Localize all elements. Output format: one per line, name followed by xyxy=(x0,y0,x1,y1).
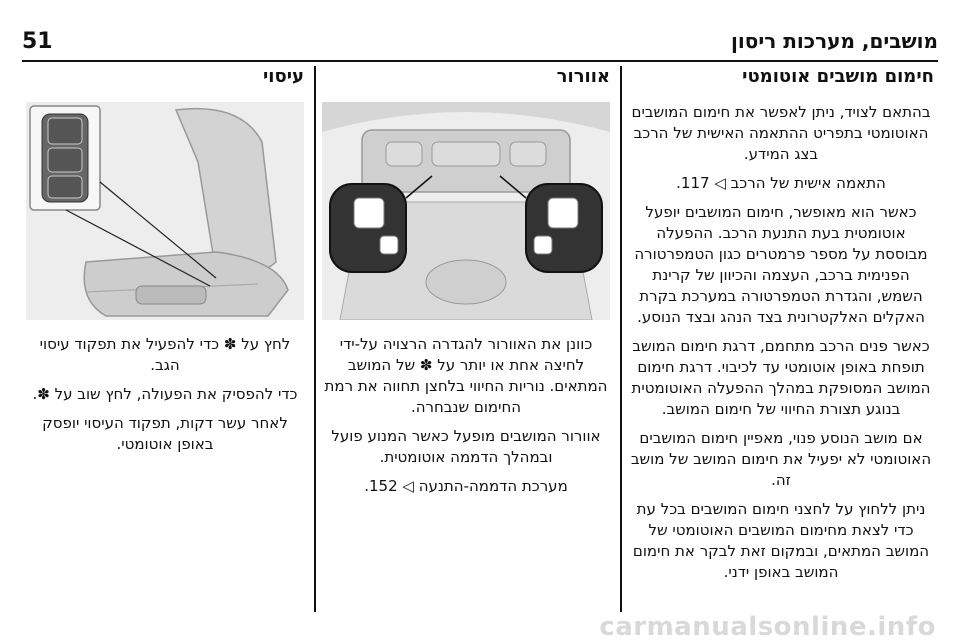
ventilation-paragraph: אוורור המושבים מופעל כאשר המנוע פועל ובמהלך הדממה אוטומטית. xyxy=(331,427,601,466)
climate-paragraph: כאשר הוא מאופשר, חימום המושבים יופעל אוטומטית בעת התנעת הרכב. ההפעלה מבוססת על מספר פרמטרים כגון הטמפרטורה הפנימית ברכב, העצמה והכיוון של קרינת השמש, והגדרת הטמפרטורה במערכת בקרת האקלים האלקטרונית בצד הנהג ובצד הנוסע. xyxy=(634,203,928,326)
climate-paragraph: ניתן ללחוץ על לחצני חימום המושבים בכל עת כדי לצאת מחימום המושבים האוטומטי של המושב המתאים, ובמקום זאת לבקר את חימום המושב באופן ידני. xyxy=(632,500,930,581)
header-rule xyxy=(22,60,938,62)
section-title-massage: עיסוי xyxy=(262,66,304,87)
section-title-ventilation: אוורור xyxy=(556,66,610,87)
massage-paragraph: לאחר עשר דקות, תפקוד העיסוי יופסק באופן אוטומטי. xyxy=(42,414,288,453)
massage-paragraph: כדי להפסיק את הפעולה, לחץ שוב על ✽. xyxy=(32,385,298,403)
page-header xyxy=(22,26,938,56)
climate-paragraph: בהתאם לצויד, ניתן לאפשר את חימום המושבים האוטומטי בתפריט ההתאמה האישית של הרכב בצג המידע. xyxy=(631,103,931,163)
climate-paragraph: כאשר פנים הרכב מתחמם, דרגת חימום המושב תופחת באופן אוטומטי עד לכיבוי. דרגת חימום המושב המסופקת במהלך ההפעלה האוטומטית בנוגע תצורת החיווי של חימום המושב. xyxy=(631,337,931,418)
ventilation-reference: מערכת הדממה-התנעה ◁ 152. xyxy=(364,477,568,495)
page-number: 51 xyxy=(22,28,53,54)
ventilation-paragraph: כוונן את האוורור להגדרה הרצויה על-ידי לחיצה אחת או יותר על ✽ של המושב המתאים. נוריות החיווי בלחצן תחווה את רמת החימום שנבחרה. xyxy=(324,335,608,416)
massage-column xyxy=(22,66,310,612)
column-divider xyxy=(620,66,622,612)
ventilation-buttons-illustration xyxy=(322,102,610,320)
climate-column xyxy=(624,66,938,612)
section-title-climate: חימום מושבים אוטומטי xyxy=(742,66,934,87)
climate-paragraph: אם מושב הנוסע פנוי, מאפיין חימום המושבים האוטומטי לא יפעיל את חימום המושב של מושב זה. xyxy=(630,429,932,489)
ventilation-column xyxy=(318,66,618,612)
climate-reference: התאמה אישית של הרכב ◁ 117. xyxy=(676,174,886,192)
column-divider xyxy=(314,66,316,612)
seat-massage-illustration xyxy=(26,102,304,320)
massage-paragraph: לחץ על ✽ כדי להפעיל את תפקוד עיסוי הגב. xyxy=(39,335,291,374)
running-title: מושבים, מערכות ריסון xyxy=(731,29,938,53)
watermark: carmanualsonline.info xyxy=(599,612,936,642)
